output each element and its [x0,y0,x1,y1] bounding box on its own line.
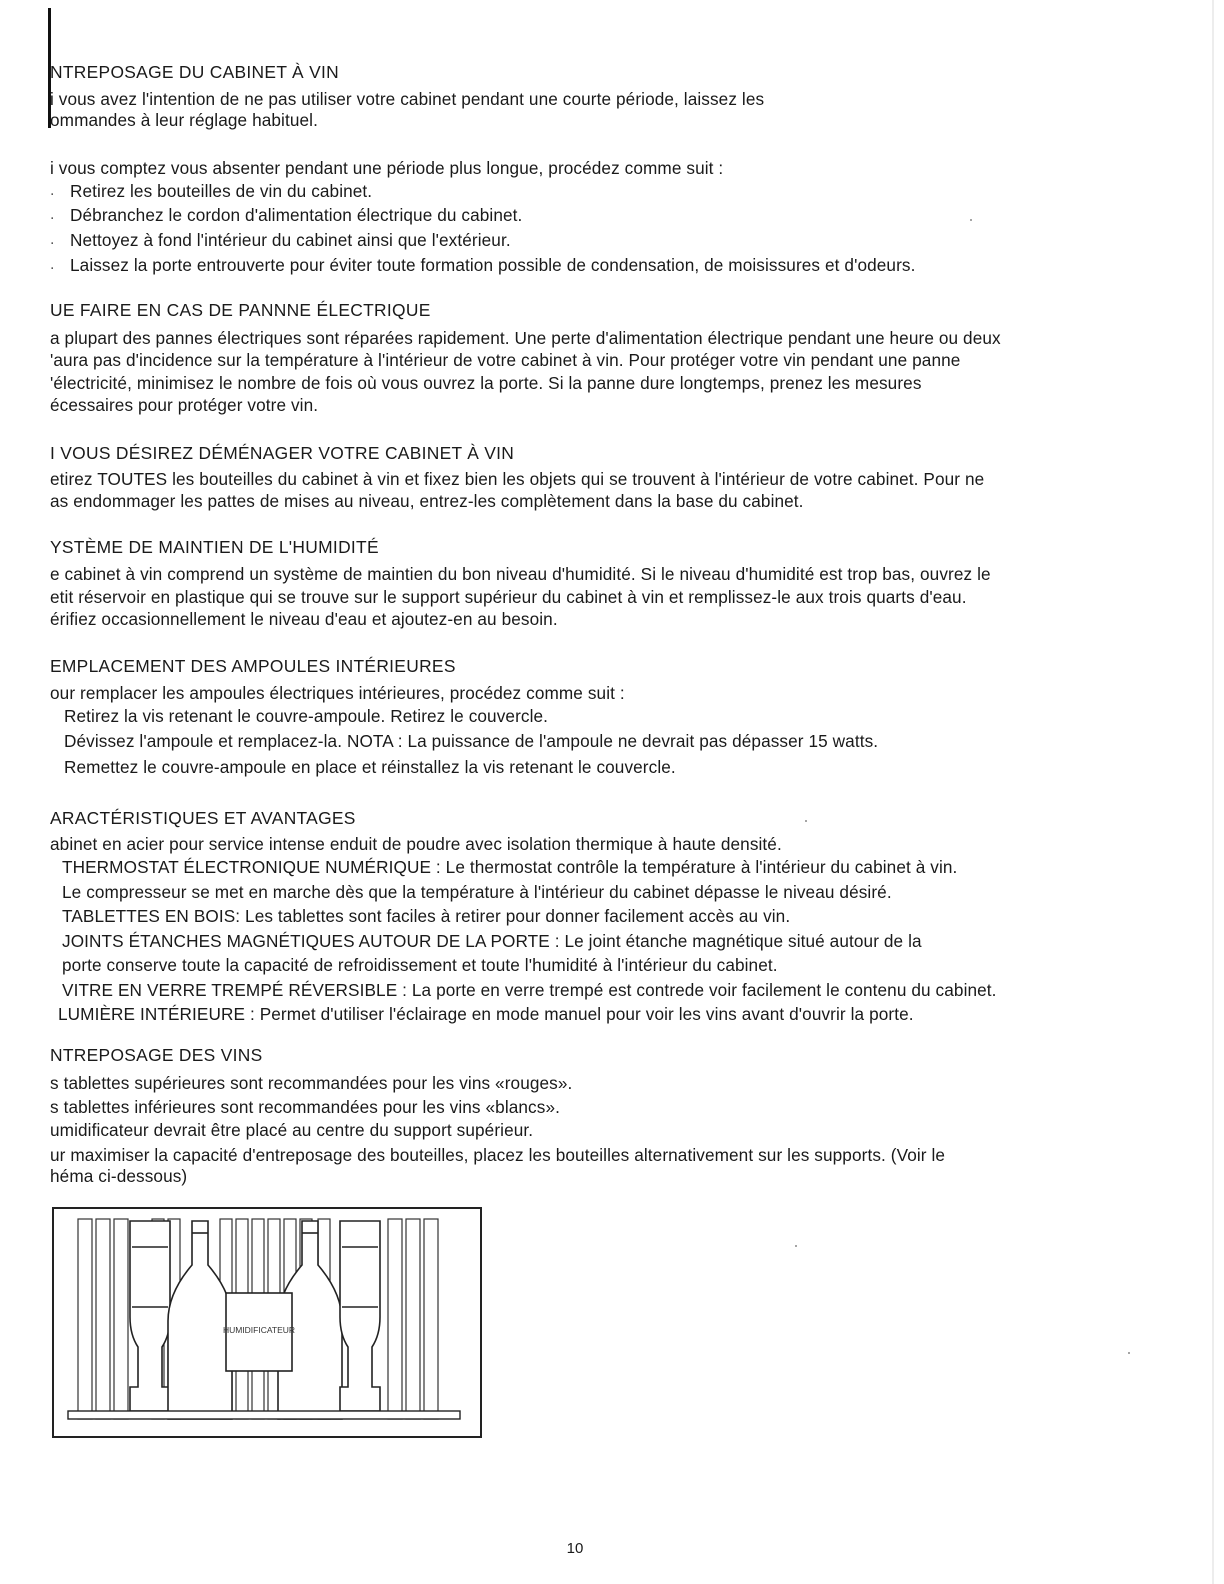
paragraph-line: our remplacer les ampoules électriques intérieures, procédez comme suit : [50,683,625,703]
paragraph-line: abinet en acier pour service intense enduit de poudre avec isolation thermique à haute densité. [50,834,782,854]
page-number: 10 [566,1540,584,1557]
paragraph-line: écessaires pour protéger votre vin. [50,395,319,415]
feature-line: porte conserve toute la capacité de refroidissement et toute l'humidité à l'intérieur du cabinet. [62,955,778,975]
feature-line: Le compresseur se met en marche dès que la température à l'intérieur du cabinet dépasse le niveau désiré. [62,882,892,902]
paragraph-line: i vous comptez vous absenter pendant une période plus longue, procédez comme suit : [50,158,724,178]
scan-speck [1128,1352,1130,1354]
section-heading-wine-storage: NTREPOSAGE DES VINS [50,1045,263,1065]
list-bullet: . [50,182,55,199]
paragraph-line: a plupart des pannes électriques sont réparées rapidement. Une perte d'alimentation électrique pendant une heure ou deux [50,328,1001,348]
section-heading-humidity: YSTÈME DE MAINTIEN DE L'HUMIDITÉ [50,537,379,557]
list-bullet: . [50,231,55,248]
section-heading-bulbs: EMPLACEMENT DES AMPOULES INTÉRIEURES [50,656,456,676]
list-bullet: . [50,206,55,223]
paragraph-line: etirez TOUTES les bouteilles du cabinet à vin et fixez bien les objets qui se trouvent à l'intérieur de votre cabinet. Pour ne [50,469,985,489]
list-item: Dévissez l'ampoule et remplacez-la. NOTA : La puissance de l'ampoule ne devrait pas dépasser 15 watts. [64,731,879,751]
paragraph-line: s tablettes inférieures sont recommandées pour les vins «blancs». [50,1097,560,1117]
paragraph-line: 'aura pas d'incidence sur la température à l'intérieur de votre cabinet à vin. Pour protéger votre vin pendant une panne [50,350,961,370]
paragraph-line: héma ci-dessous) [50,1166,188,1186]
scan-speck [795,1245,797,1247]
paragraph-line: umidificateur devrait être placé au centre du support supérieur. [50,1120,534,1140]
scan-speck [970,219,972,221]
section-heading-power-failure: UE FAIRE EN CAS DE PANNNE ÉLECTRIQUE [50,300,431,320]
shelf-rail [68,1411,460,1419]
paragraph-line: e cabinet à vin comprend un système de maintien du bon niveau d'humidité. Si le niveau d'humidité est trop bas, ouvrez le [50,564,991,584]
list-item: Remettez le couvre-ampoule en place et réinstallez la vis retenant le couvercle. [64,757,676,777]
feature-line: THERMOSTAT ÉLECTRONIQUE NUMÉRIQUE : Le thermostat contrôle la température à l'intérieur du cabinet à vin. [62,857,958,877]
paragraph-line: etit réservoir en plastique qui se trouve sur le support supérieur du cabinet à vin et remplissez-le aux trois quarts d'eau. [50,587,967,607]
paragraph-line: ur maximiser la capacité d'entreposage des bouteilles, placez les bouteilles alternativement sur les supports. (Voir le [50,1145,946,1165]
section-heading-moving: I VOUS DÉSIREZ DÉMÉNAGER VOTRE CABINET À VIN [50,443,515,463]
paragraph-line: i vous avez l'intention de ne pas utiliser votre cabinet pendant une courte période, laissez les [50,89,765,109]
section-heading-storage: NTREPOSAGE DU CABINET À VIN [50,62,339,82]
feature-line: VITRE EN VERRE TREMPÉ RÉVERSIBLE : La porte en verre trempé est contrede voir facilement le contenu du cabinet. [62,980,997,1000]
list-item: Laissez la porte entrouverte pour éviter toute formation possible de condensation, de moisissures et d'odeurs. [70,255,916,275]
paragraph-line: érifiez occasionnellement le niveau d'eau et ajoutez-en au besoin. [50,609,558,629]
list-item: Retirez la vis retenant le couvre-ampoule. Retirez le couvercle. [64,706,549,726]
section-heading-features: ARACTÉRISTIQUES ET AVANTAGES [50,808,356,828]
feature-line: JOINTS ÉTANCHES MAGNÉTIQUES AUTOUR DE LA PORTE : Le joint étanche magnétique situé autour de la [62,931,922,951]
bottle-storage-diagram [52,1207,484,1440]
paragraph-line: as endommager les pattes de mises au niveau, entrez-les complètement dans la base du cabinet. [50,491,804,511]
paragraph-line: 'électricité, minimisez le nombre de fois où vous ouvrez la porte. Si la panne dure longtemps, prenez les mesures [50,373,922,393]
paragraph-line: s tablettes supérieures sont recommandées pour les vins «rouges». [50,1073,573,1093]
list-item: Débranchez le cordon d'alimentation électrique du cabinet. [70,205,523,225]
list-item: Nettoyez à fond l'intérieur du cabinet ainsi que l'extérieur. [70,230,511,250]
feature-line: LUMIÈRE INTÉRIEURE : Permet d'utiliser l'éclairage en mode manuel pour voir les vins avant d'ouvrir la porte. [58,1004,914,1024]
list-item: Retirez les bouteilles de vin du cabinet. [70,181,373,201]
list-bullet: . [50,256,55,273]
feature-line: TABLETTES EN BOIS: Les tablettes sont faciles à retirer pour donner facilement accès au vin. [62,906,791,926]
scan-speck [805,820,807,822]
scan-right-edge [1212,0,1214,1584]
humidifier-label: HUMIDIFICATEUR [222,1325,296,1335]
paragraph-line: ommandes à leur réglage habituel. [50,110,318,130]
